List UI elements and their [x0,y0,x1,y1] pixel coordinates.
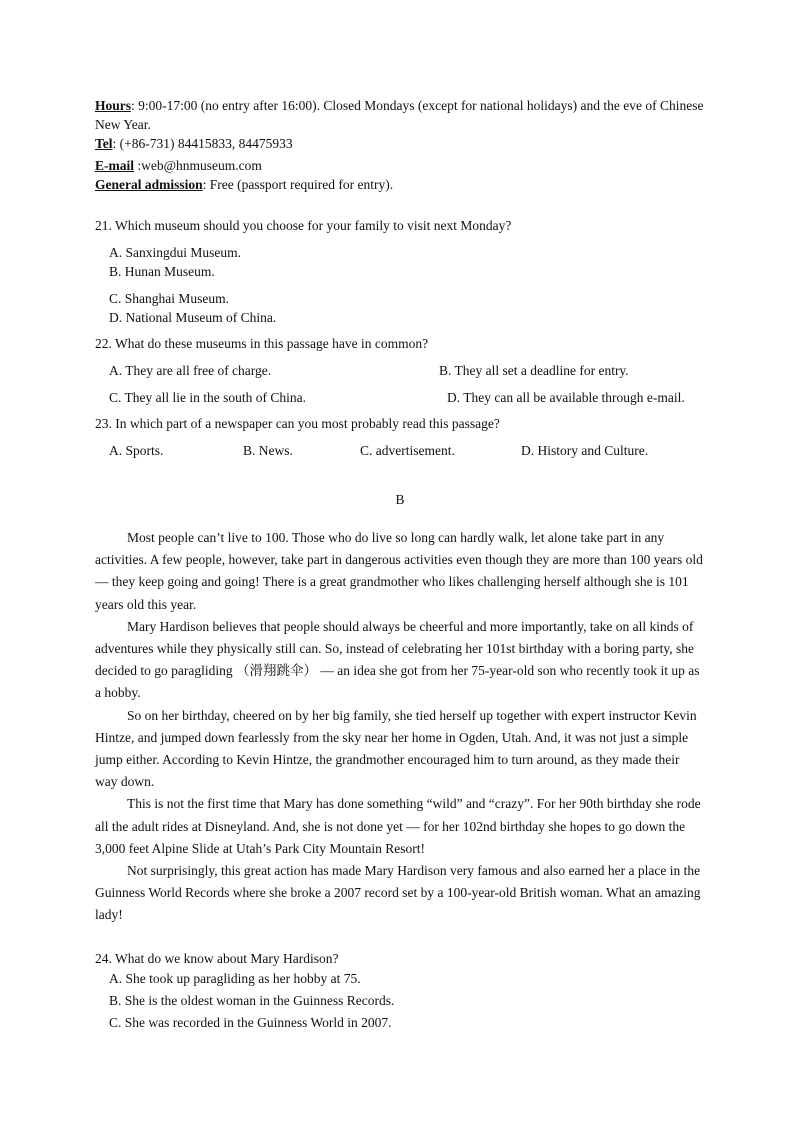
hours-line [95,96,705,134]
question-23-text: 23. In which part of a newspaper can you most probably read this passage? [95,416,500,431]
option-c: C. Shanghai Museum. [109,291,229,306]
passage-paragraph-5: Not surprisingly, this great action has made Mary Hardison very famous and also earned her a place in the Guinness World Records where she broke a 2007 record set by a 100-year-old British woman. What an amazing lady! [95,863,701,923]
hours-label: Hours [95,98,132,113]
tel-text: : (+86-731) 84415833, 84475933 [112,136,293,151]
email-label: E-mail [95,158,134,173]
question-21-options-2 [95,289,705,327]
option-c: C. advertisement. [360,443,455,458]
question-23 [95,414,705,460]
email-text: :web@hnmuseum.com [134,158,262,173]
reading-passage [95,527,705,927]
admission-line [95,175,705,194]
question-23-options [95,441,705,460]
question-24 [95,949,705,1034]
passage-paragraph-3: So on her birthday, cheered on by her big family, she tied herself up together with expert instructor Kevin Hintze, and jumped down fearlessly from the sky near her home in Ogden, Utah. And, it was not just a simple jump either. According to Kevin Hintze, the grandmother encouraged him to turn around, as they made their way down. [95,707,697,790]
passage-paragraph-2: Mary Hardison believes that people should always be cheerful and more importantly, take on all kinds of adventures while they physically still can. So, instead of celebrating her 101st birthday with a boring party, she decided to go paragliding （滑翔跳伞） — an idea she got from her 75-year-old son who recently took it up as a hobby. [95,618,700,701]
question-24-options [95,968,705,1034]
passage-paragraph-4: This is not the first time that Mary has done something “wild” and “crazy”. For her 90th birthday she rode all the adult rides at Disneyland. And, she is not done yet — for her 102nd birthday she hopes to go down the 3,000 feet Alpine Slide at Utah’s Park City Mountain Resort! [95,796,701,856]
option-b: B. They all set a deadline for entry. [439,363,629,378]
passage-paragraph-1: Most people can’t live to 100. Those who do live so long can hardly walk, let alone take part in any activities. A few people, however, take part in dangerous activities even though they are more than 100 years old — they keep going and going! There is a great grandmother who likes challenging herself although she is 101 years old this year. [95,530,703,612]
question-21-options [95,243,705,281]
document-page [95,96,705,1034]
option-d: D. They can all be available through e-mail. [447,390,685,405]
question-22-options [95,361,705,380]
question-21-text: 21. Which museum should you choose for your family to visit next Monday? [95,218,512,233]
option-c: C. She was recorded in the Guinness World in 2007. [109,1014,392,1030]
tel-line [95,134,705,153]
option-b: B. Hunan Museum. [109,264,215,279]
option-d: D. History and Culture. [521,443,649,458]
option-a: A. They are all free of charge. [109,363,272,378]
hours-text: : 9:00-17:00 (no entry after 16:00). Closed Mondays (except for national holidays) and the eve of Chinese New Year. [95,98,704,132]
question-22-options-2 [95,388,705,407]
tel-label: Tel [95,136,113,151]
section-heading-b: B [395,492,405,507]
question-24-text: 24. What do we know about Mary Hardison? [95,950,339,966]
admission-label: General admission [95,177,203,192]
question-22-text: 22. What do these museums in this passage have in common? [95,336,429,351]
option-d: D. National Museum of China. [109,310,277,325]
question-22 [95,334,705,407]
email-line [95,156,705,175]
option-a: A. Sports. [109,443,164,458]
option-b: B. She is the oldest woman in the Guinness Records. [109,992,395,1008]
option-b: B. News. [243,443,293,458]
admission-text: : Free (passport required for entry). [202,177,394,192]
option-a: A. She took up paragliding as her hobby at 75. [109,970,361,986]
option-a: A. Sanxingdui Museum. [109,245,242,260]
question-21 [95,216,705,327]
option-c: C. They all lie in the south of China. [109,390,306,405]
museum-info [95,96,705,194]
